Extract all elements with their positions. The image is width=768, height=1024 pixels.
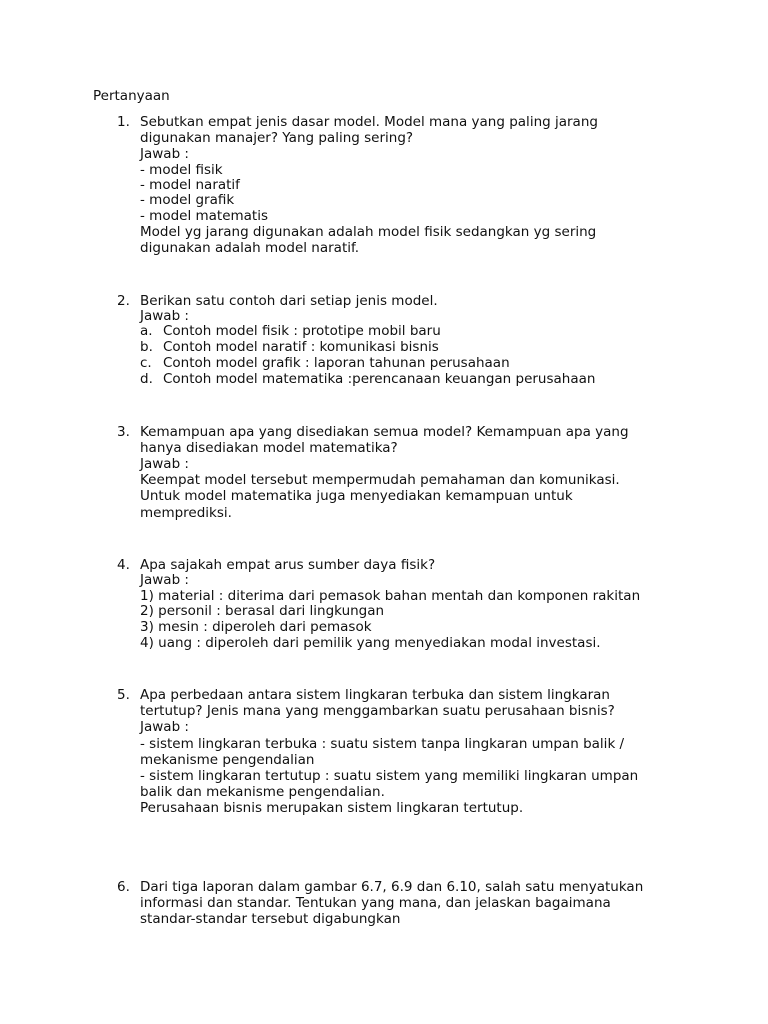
answer-item: Contoh model grafik : laporan tahunan perusahaan	[163, 355, 510, 371]
answer-text-line: Untuk model matematika juga menyediakan kemampuan untuk	[140, 488, 573, 504]
answer-item: Contoh model fisik : prototipe mobil baru	[163, 323, 441, 339]
question-number: 5.	[117, 687, 130, 703]
answer-label: Jawab :	[140, 719, 189, 735]
question-text-line: Apa perbedaan antara sistem lingkaran terbuka dan sistem lingkaran	[140, 687, 610, 703]
answer-item: 1) material : diterima dari pemasok bahan mentah dan komponen rakitan	[140, 588, 641, 604]
question-number: 4.	[117, 557, 130, 573]
answer-text-line: Model yg jarang digunakan adalah model fisik sedangkan yg sering	[140, 224, 597, 240]
answer-item: - model matematis	[140, 208, 269, 224]
answer-text-line: mekanisme pengendalian	[140, 752, 315, 768]
question-text-line: standar-standar tersebut digabungkan	[140, 911, 401, 927]
answer-item: - model fisik	[140, 162, 223, 178]
question-text-line: informasi dan standar. Tentukan yang mana, dan jelaskan bagaimana	[140, 895, 611, 911]
page-heading: Pertanyaan	[93, 88, 170, 104]
question-number: 6.	[117, 879, 130, 895]
answer-text-line: balik dan mekanisme pengendalian.	[140, 784, 385, 800]
list-letter: c.	[140, 355, 152, 371]
answer-item: Contoh model naratif : komunikasi bisnis	[163, 339, 439, 355]
question-number: 1.	[117, 114, 130, 130]
answer-text-line: - sistem lingkaran tertutup : suatu sistem yang memiliki lingkaran umpan	[140, 768, 639, 784]
question-text-line: Kemampuan apa yang disediakan semua model? Kemampuan apa yang	[140, 424, 629, 440]
question-text-line: digunakan manajer? Yang paling sering?	[140, 130, 414, 146]
answer-item: - model grafik	[140, 192, 235, 208]
question-text-line: Dari tiga laporan dalam gambar 6.7, 6.9 dan 6.10, salah satu menyatukan	[140, 879, 644, 895]
question-text-line: Berikan satu contoh dari setiap jenis model.	[140, 293, 438, 309]
list-letter: a.	[140, 323, 153, 339]
answer-text-line: digunakan adalah model naratif.	[140, 240, 360, 256]
question-number: 3.	[117, 424, 130, 440]
answer-label: Jawab :	[140, 456, 189, 472]
question-text-line: Apa sajakah empat arus sumber daya fisik?	[140, 557, 436, 573]
answer-item: Contoh model matematika :perencanaan keuangan perusahaan	[163, 371, 596, 387]
question-text-line: hanya disediakan model matematika?	[140, 440, 398, 456]
answer-label: Jawab :	[140, 308, 189, 324]
answer-text-line: Perusahaan bisnis merupakan sistem lingkaran tertutup.	[140, 800, 524, 816]
answer-item: - model naratif	[140, 177, 240, 193]
answer-item: 2) personil : berasal dari lingkungan	[140, 603, 385, 619]
answer-text-line: Keempat model tersebut mempermudah pemahaman dan komunikasi.	[140, 472, 620, 488]
list-letter: b.	[140, 339, 153, 355]
answer-label: Jawab :	[140, 572, 189, 588]
answer-item: 3) mesin : diperoleh dari pemasok	[140, 619, 372, 635]
question-text-line: tertutup? Jenis mana yang menggambarkan suatu perusahaan bisnis?	[140, 703, 615, 719]
list-letter: d.	[140, 371, 153, 387]
question-text-line: Sebutkan empat jenis dasar model. Model mana yang paling jarang	[140, 114, 598, 130]
answer-item: 4) uang : diperoleh dari pemilik yang menyediakan modal investasi.	[140, 635, 601, 651]
answer-text-line: memprediksi.	[140, 505, 232, 521]
answer-label: Jawab :	[140, 146, 189, 162]
question-number: 2.	[117, 293, 130, 309]
answer-text-line: - sistem lingkaran terbuka : suatu sistem tanpa lingkaran umpan balik /	[140, 736, 625, 752]
